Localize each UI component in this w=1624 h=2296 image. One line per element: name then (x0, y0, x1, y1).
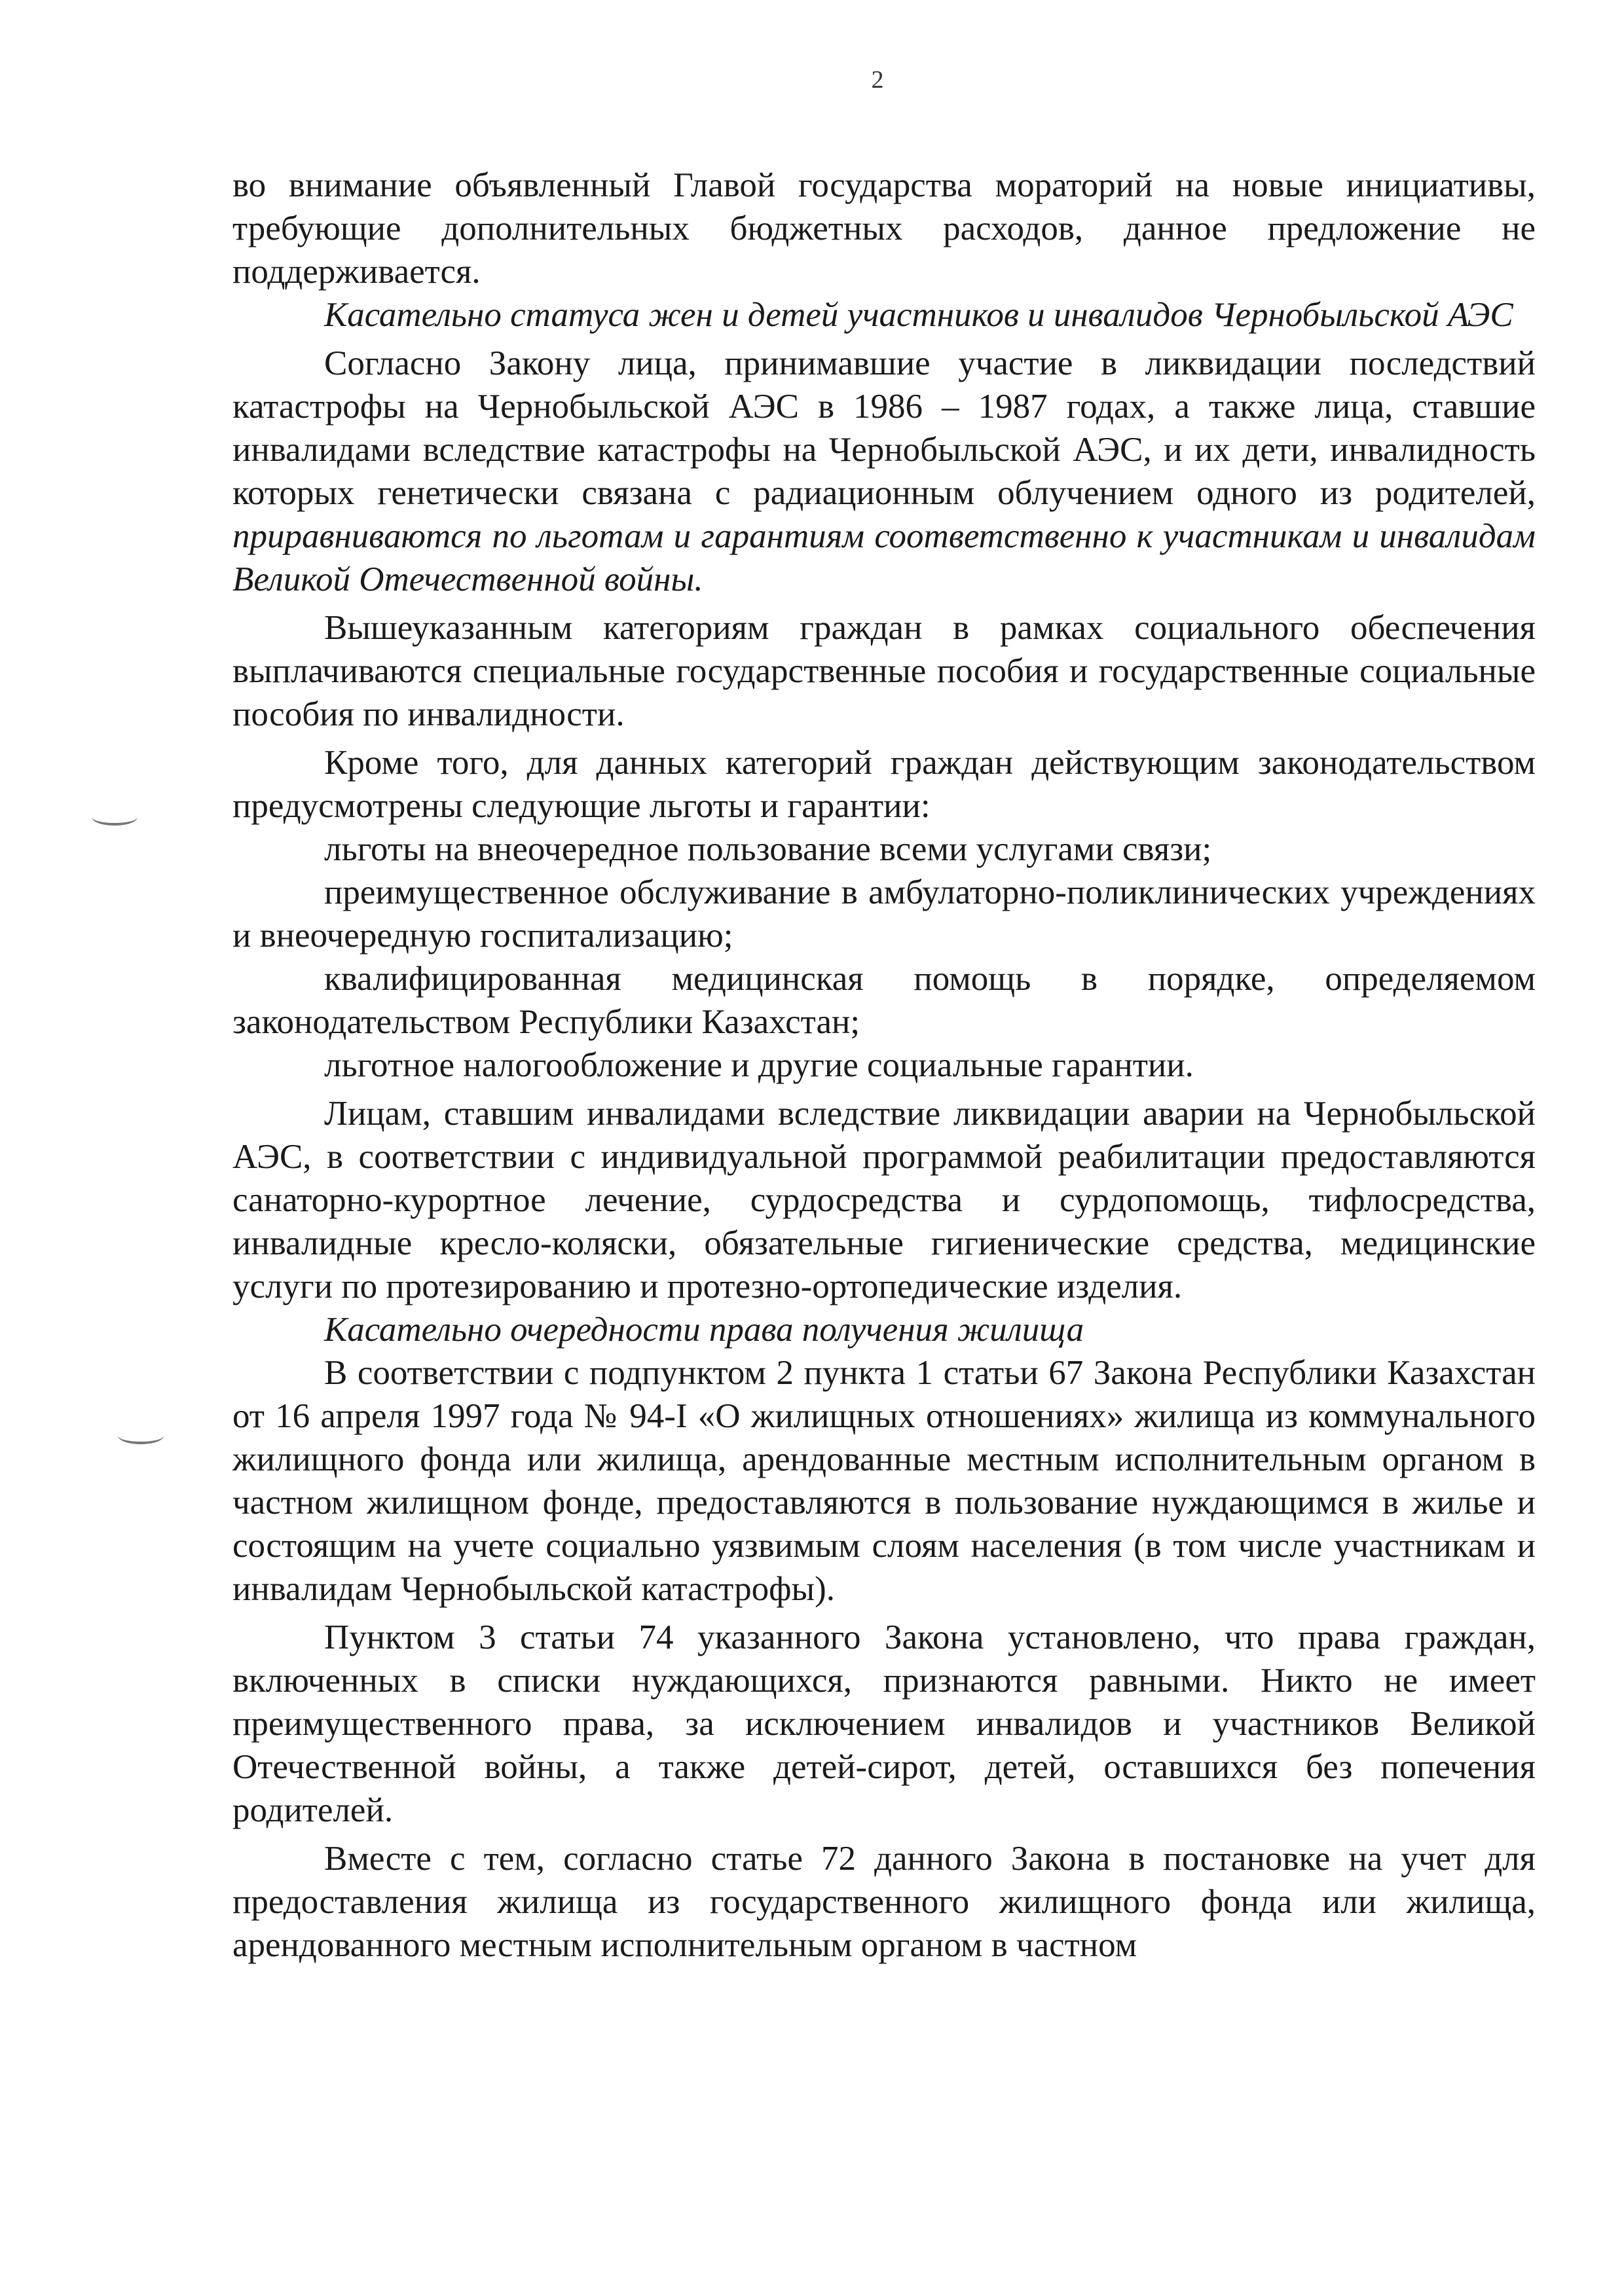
emphasized-text: приравниваются по льготам и гарантиям соответственно к участникам и инвалидам Великой Отечественной войны. (232, 517, 1536, 598)
list-item-communication: льготы на внеочередное пользование всеми услугами связи; (324, 830, 1212, 868)
section-heading-housing: Касательно очередности права получения жилища (324, 1311, 1084, 1349)
paragraph-registration: Вместе с тем, согласно статье 72 данного Закона в постановке на учет для предоставления жилища из государственного жилищного фонда или жилища, арендованного местным исполнительным органом в частном (232, 1840, 1536, 1964)
list-item-qualified-help: квалифицированная медицинская помощь в порядке, определяемом законодательством Республики Казахстан; (232, 960, 1536, 1041)
document-body (232, 164, 1536, 1967)
punch-hole-mark (118, 1427, 164, 1444)
punch-hole-mark (92, 809, 138, 826)
paragraph-housing-law: В соответствии с подпунктом 2 пункта 1 статьи 67 Закона Республики Казахстан от 16 апреля 1997 года № 94-I «О жилищных отношениях» жилища из коммунального жилищного фонда или жилища, арендованные местным исполнительным органом в частном жилищном фонде, предоставляются в пользование нуждающимся в жилье и состоящим на учете социально уязвимым слоям населения (в том числе участникам и инвалидам Чернобыльской катастрофы). (232, 1354, 1536, 1608)
paragraph-text: Согласно Закону лица, принимавшие участие в ликвидации последствий катастрофы на Чернобыльской АЭС в 1986 – 1987 годах, а также лица, ставшие инвалидами вследствие катастрофы на Чернобыльской АЭС, и их дети, инвалидность которых генетически связана с радиационным облучением одного из родителей, (232, 344, 1536, 512)
paragraph-guarantees-intro: Кроме того, для данных категорий граждан действующим законодательством предусмотрены следующие льготы и гарантии: (232, 744, 1536, 825)
page-number: 2 (871, 66, 884, 94)
list-item-medical-service: преимущественное обслуживание в амбулаторно-поликлинических учреждениях и внеочередную госпитализацию; (232, 873, 1536, 955)
section-heading-status: Касательно статуса жен и детей участников и инвалидов Чернобыльской АЭС (324, 296, 1513, 334)
paragraph-equal-rights: Пунктом 3 статьи 74 указанного Закона установлено, что права граждан, включенных в списки нуждающихся, признаются равными. Никто не имеет преимущественного права, за исключением инвалидов и участников Великой Отечественной войны, а также детей-сирот, детей, оставшихся без попечения родителей. (232, 1618, 1536, 1829)
paragraph-rehabilitation: Лицам, ставшим инвалидами вследствие ликвидации аварии на Чернобыльской АЭС, в соответствии с индивидуальной программой реабилитации предоставляются санаторно-курортное лечение, сурдосредства и сурдопомощь, тифлосредства, инвалидные кресло-коляски, обязательные гигиенические средства, медицинские услуги по протезированию и протезно-ортопедические изделия. (232, 1095, 1536, 1305)
paragraph-continuation: во внимание объявленный Главой государства мораторий на новые инициативы, требующие дополнительных бюджетных расходов, данное предложение не поддерживается. (232, 166, 1536, 291)
list-item-tax: льготное налогообложение и другие социальные гарантии. (324, 1046, 1194, 1084)
paragraph-law-participants (232, 342, 1536, 601)
paragraph-benefits: Вышеуказанным категориям граждан в рамках социального обеспечения выплачиваются специальные государственные пособия и государственные социальные пособия по инвалидности. (232, 609, 1536, 733)
